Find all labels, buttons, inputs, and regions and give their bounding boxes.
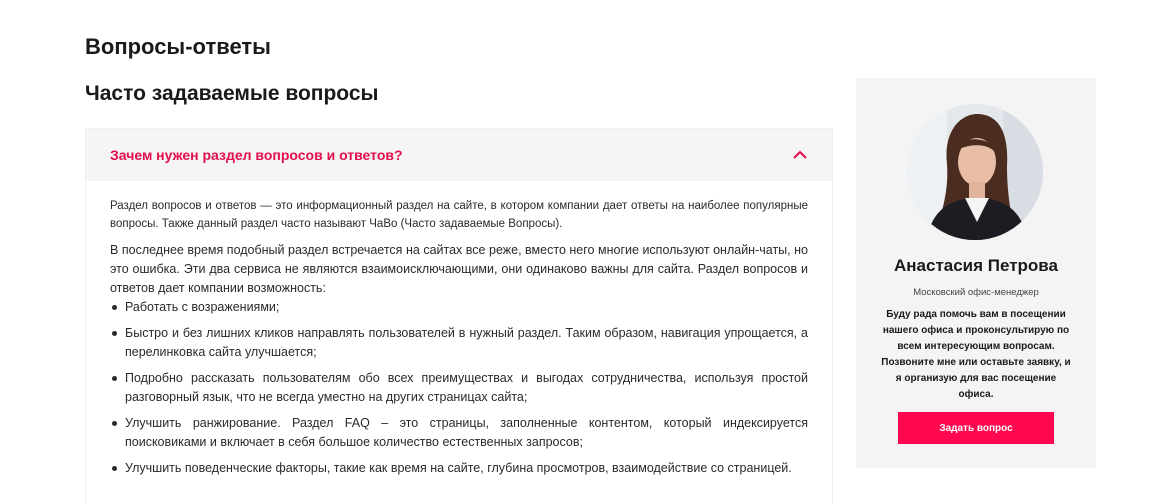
bullet-icon	[112, 421, 117, 426]
list-item	[110, 414, 808, 452]
avatar	[907, 104, 1043, 240]
faq-accordion	[85, 128, 833, 504]
list-item-text: Быстро и без лишних кликов направлять пользователей в нужный раздел. Таким образом, навигация упрощается, а перелинковка сайта улучшается;	[125, 326, 808, 359]
avatar-photo	[907, 104, 1043, 240]
list-item	[110, 324, 808, 362]
section-title: Часто задаваемые вопросы	[85, 82, 379, 105]
chevron-up-icon[interactable]	[792, 147, 808, 163]
contact-role: Московский офис-менеджер	[913, 287, 1039, 298]
bullet-icon	[112, 305, 117, 310]
list-item	[110, 298, 808, 317]
faq-answer	[86, 181, 832, 478]
ask-question-button[interactable]: Задать вопрос	[898, 412, 1054, 444]
list-item	[110, 369, 808, 407]
faq-answer-list	[110, 298, 808, 478]
faq-item-header[interactable]	[86, 129, 832, 181]
page-title: Вопросы-ответы	[85, 34, 271, 59]
faq-answer-paragraph: В последнее время подобный раздел встречается на сайтах все реже, вместо него многие используют онлайн-чаты, но это ошибка. Эти два сервиса не являются взаимоисключающими, они одинаково важны для сайта. Раздел вопросов и ответов дает компании возможность:	[110, 243, 808, 295]
list-item	[110, 459, 808, 478]
list-item-text: Улучшить поведенческие факторы, такие как время на сайте, глубина просмотров, взаимодействие со страницей.	[125, 461, 792, 475]
faq-answer-paragraph: Раздел вопросов и ответов — это информационный раздел на сайте, в котором компании дает ответы на наиболее популярные вопросы. Также данный раздел часто называют ЧаВо (Часто задаваемые Вопросы).	[110, 200, 808, 230]
list-item-text: Работать с возражениями;	[125, 300, 280, 314]
contact-description: Буду рада помочь вам в посещении нашего офиса и проконсультирую по всем интересующим вопросам. Позвоните мне или оставьте заявку, и я организую для вас посещение офиса.	[881, 309, 1071, 400]
contact-name: Анастасия Петрова	[893, 256, 1058, 275]
list-item-text: Подробно рассказать пользователям обо всех преимуществах и выгодах сотрудничества, используя простой разговорный язык, что не всегда уместно на других страницах сайта;	[125, 371, 808, 404]
list-item-text: Улучшить ранжирование. Раздел FAQ – это страницы, заполненные контентом, который индексируется поисковиками и включает в себя большое количество естественных запросов;	[125, 416, 808, 449]
bullet-icon	[112, 331, 117, 336]
bullet-icon	[112, 466, 117, 471]
bullet-icon	[112, 376, 117, 381]
faq-question: Зачем нужен раздел вопросов и ответов?	[110, 147, 403, 163]
contact-card	[856, 78, 1096, 468]
